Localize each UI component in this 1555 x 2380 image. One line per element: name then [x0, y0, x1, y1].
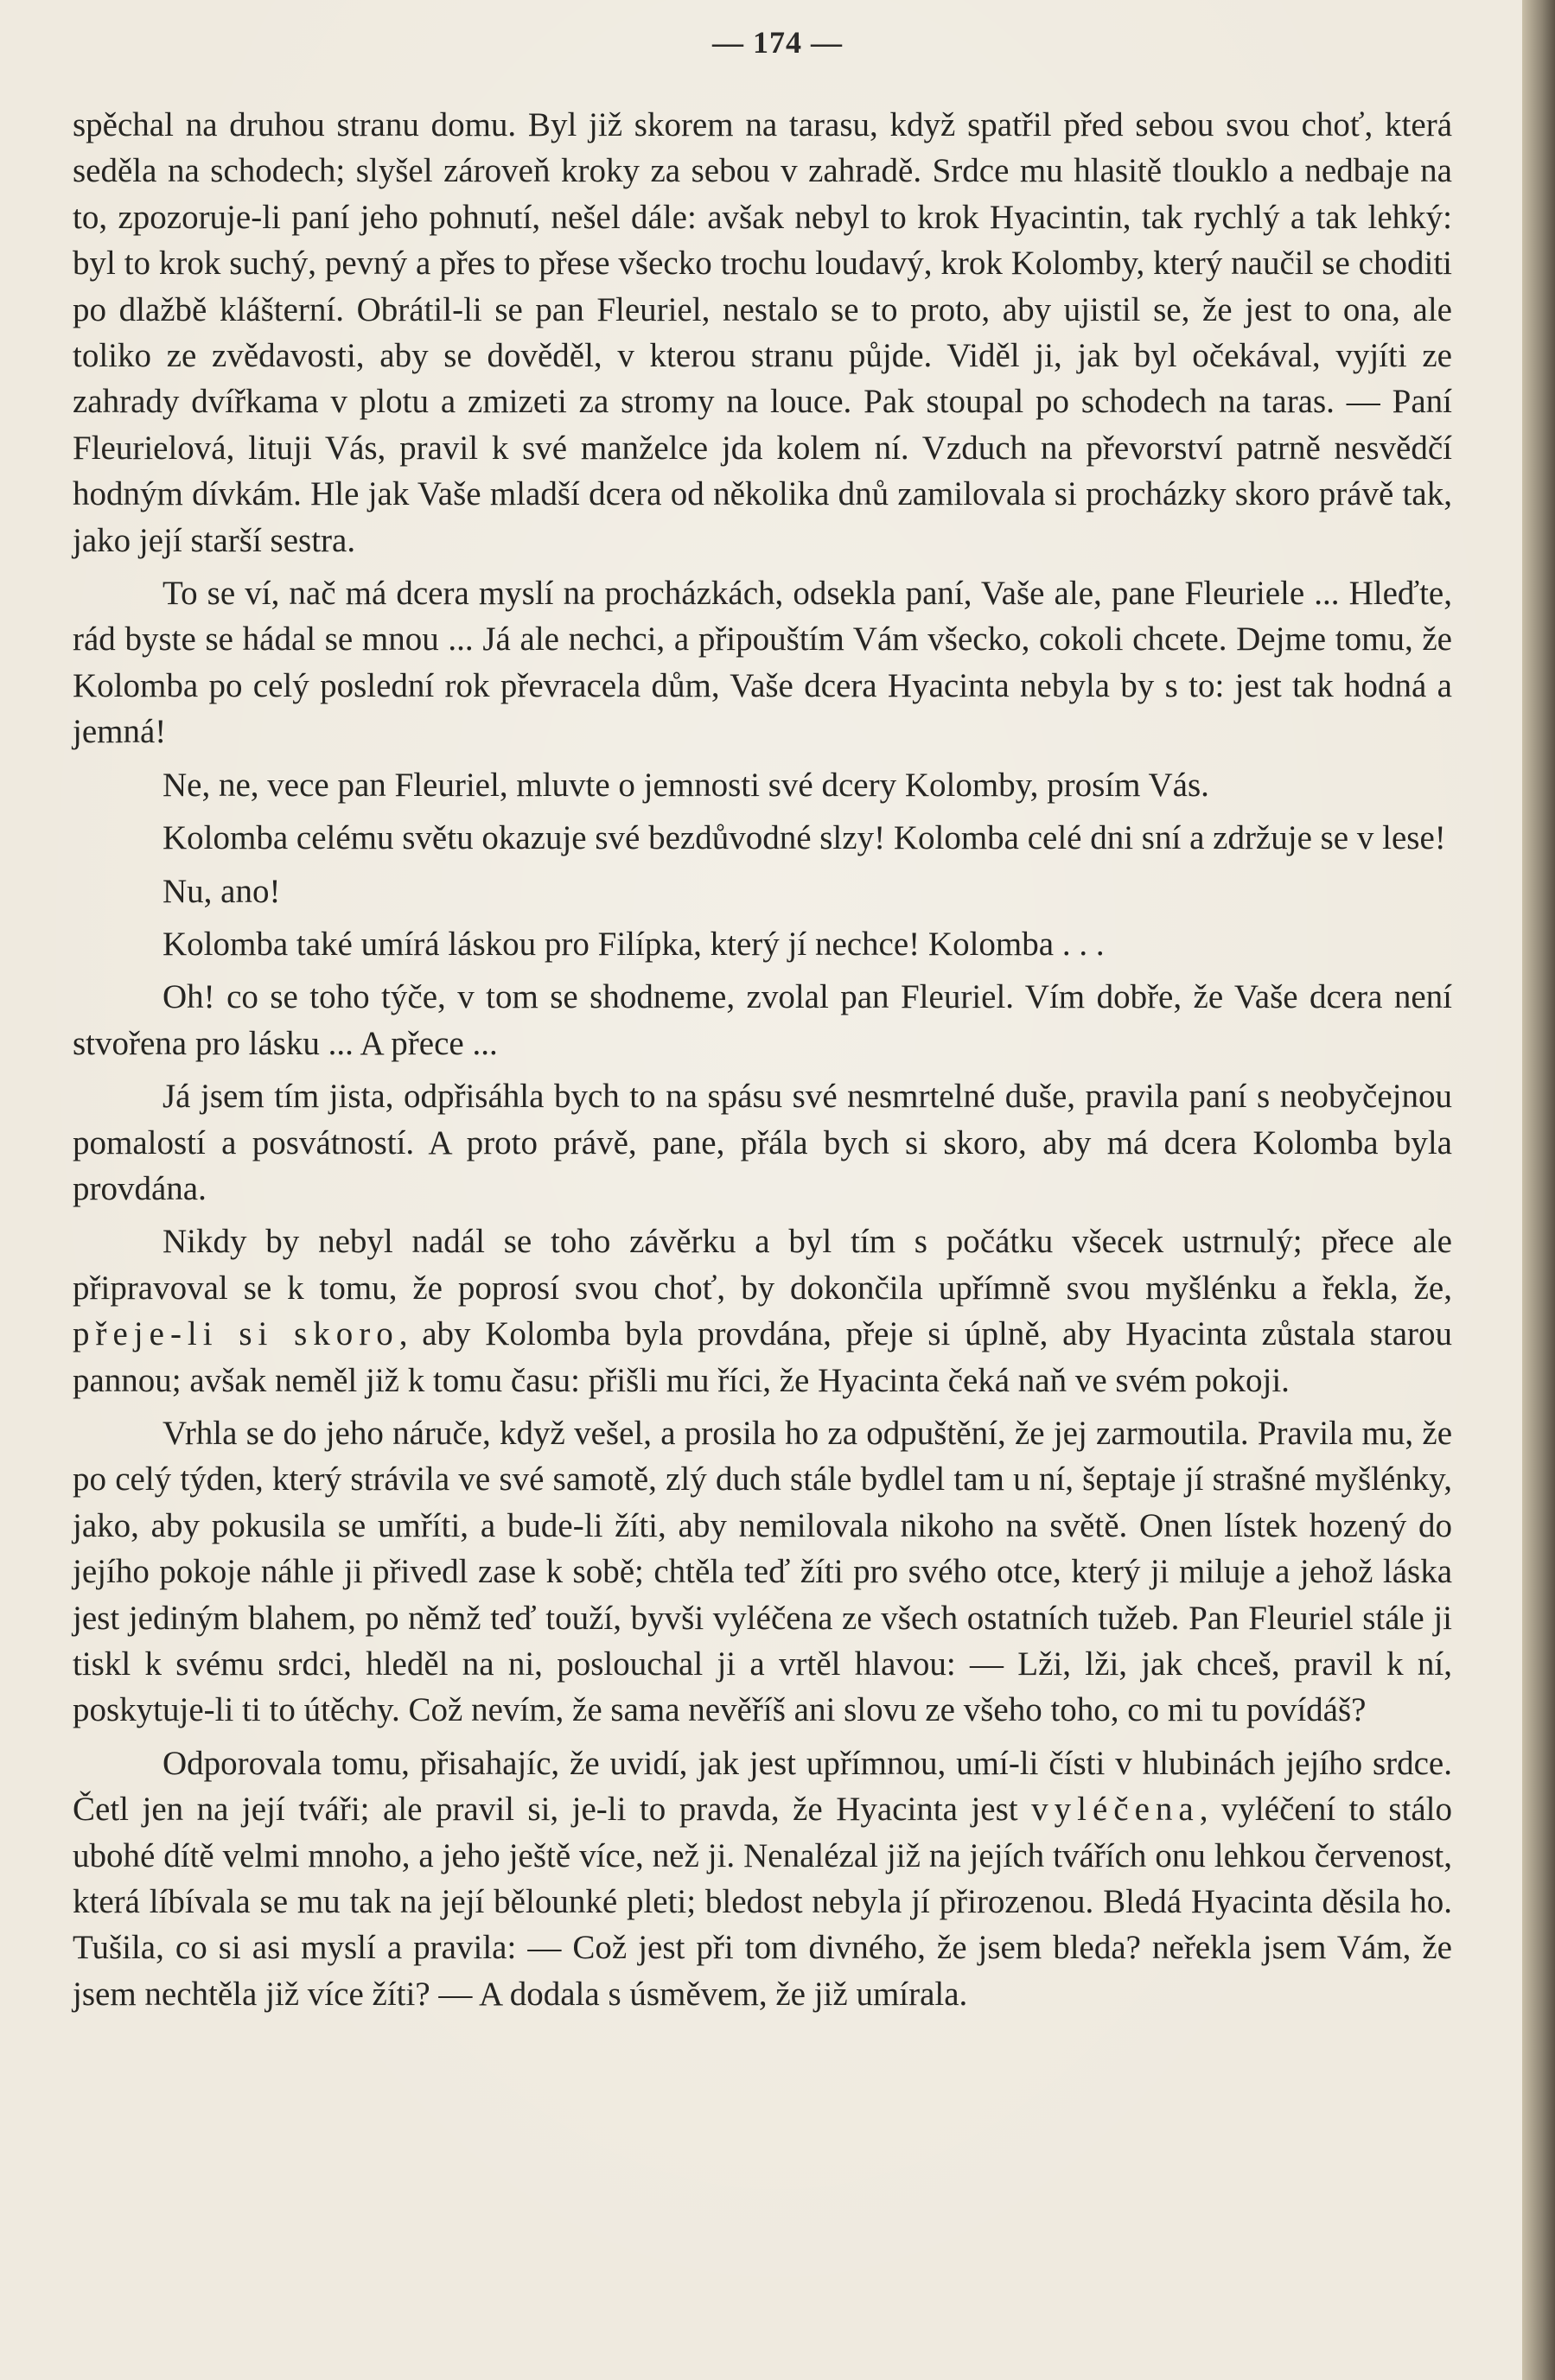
body-text	[73, 102, 1452, 2024]
paragraph-5: Nu, ano!	[163, 872, 281, 910]
paragraph-7: Oh! co se toho týče, v tom se shodneme, zvolal pan Fleuriel. Vím dobře, že Vaše dcera není stvořena pro lásku ... A přece ...	[73, 978, 1452, 1062]
paragraph-9	[73, 1219, 1452, 1403]
paragraph-11-text-before: Odporovala tomu, přisahajíc, že uvidí, jak jest upřímnou, umí-li čísti v hlubinách jejího srdce. Četl jen na její tváři; ale pravil si, je-li to pravda, že Hyacinta jest	[73, 1744, 1452, 1829]
paragraph-9-spaced-emphasis: přeje-li si skoro	[73, 1315, 399, 1353]
paragraph-3: Ne, ne, vece pan Fleuriel, mluvte o jemnosti své dcery Kolomby, prosím Vás.	[163, 766, 1209, 804]
page-number: — 174 —	[712, 25, 843, 60]
paragraph-9-text-before: Nikdy by nebyl nadál se toho závěrku a byl tím s počátku všecek ustrnulý; přece ale připravoval se k tomu, že poprosí svou choť, by dokončila upřímně svou myšlénku a řekla, že,	[73, 1223, 1452, 1307]
paragraph-8: Já jsem tím jista, odpřisáhla bych to na spásu své nesmrtelné duše, pravila paní s neobyčejnou pomalostí a posvátností. A proto právě, pane, přála bych si skoro, aby má dcera Kolomba byla provdána.	[73, 1078, 1452, 1207]
paragraph-11-spaced-emphasis: vyléčena	[1031, 1791, 1200, 1829]
paragraph-10: Vrhla se do jeho náruče, když vešel, a prosila ho za odpuštění, že jej zarmoutila. Pravila mu, že po celý týden, který strávila ve své samotě, zlý duch stále bydlel tam u ní, šeptaje jí strašné myšlénky, jako, aby pokusila se umříti, a bude-li žíti, aby nemilovala nikoho na světě. Onen lístek hozený do jejího pokoje náhle ji přivedl zase k sobě; chtěla teď žíti pro svého otce, který ji miluje a jehož láska jest jediným blahem, po němž teď touží, byvši vyléčena ze všech ostatních tužeb. Pan Fleuriel stále ji tiskl k svému srdci, hleděl na ni, poslouchal ji a vrtěl hlavou: — Lži, lži, jak chceš, pravil k ní, poskytuje-li ti to útěchy. Což nevím, že sama nevěříš ani slovu ze všeho toho, co mi tu povídáš?	[73, 1414, 1452, 1729]
page-gutter-shadow	[1522, 0, 1555, 2380]
paragraph-1: spěchal na druhou stranu domu. Byl již skorem na tarasu, když spatřil před sebou svou choť, která seděla na schodech; slyšel zároveň kroky za sebou v zahradě. Srdce mu hlasitě tlouklo a nedbaje na to, zpozoruje-li paní jeho pohnutí, nešel dále: avšak nebyl to krok Hyacintin, tak rychlý a tak lehký: byl to krok suchý, pevný a přes to přese všecko trochu loudavý, krok Kolomby, který naučil se choditi po dlažbě klášterní. Obrátil-li se pan Fleuriel, nestalo se to proto, aby ujistil se, že jest to ona, ale toliko ze zvědavosti, aby se dověděl, v kterou stranu půjde. Viděl ji, jak byl očekával, vyjíti ze zahrady dvířkama v plotu a zmizeti za stromy na louce. Pak stoupal po schodech na taras. — Paní Fleurielová, lituji Vás, pravil k své manželce jda kolem ní. Vzduch na převorství patrně nesvědčí hodným dívkám. Hle jak Vaše mladší dcera od několika dnů zamilovala si procházky skoro právě tak, jako její starší sestra.	[73, 106, 1452, 559]
paragraph-4: Kolomba celému světu okazuje své bezdůvodné slzy! Kolomba celé dni sní a zdržuje se v lese!	[163, 819, 1446, 857]
paragraph-6: Kolomba také umírá láskou pro Filípka, který jí nechce! Kolomba . . .	[163, 925, 1105, 963]
paragraph-2: To se ví, nač má dcera myslí na procházkách, odsekla paní, Vaše ale, pane Fleuriele ... Hleďte, rád byste se hádal se mnou ... Já ale nechci, a připouštím Vám všecko, cokoli chcete. Dejme tomu, že Kolomba po celý poslední rok převracela dům, Vaše dcera Hyacinta nebyla by s to: jest tak hodná a jemná!	[73, 575, 1452, 751]
paragraph-9-text-after: , aby Kolomba byla provdána, přeje si úplně, aby Hyacinta zůstala starou pannou; avšak neměl již k tomu času: přišli mu říci, že Hyacinta čeká naň ve svém pokoji.	[73, 1315, 1452, 1399]
paragraph-11	[73, 1740, 1452, 2017]
paragraph-11-text-after: , vyléčení to stálo ubohé dítě velmi mnoho, a jeho ještě více, než ji. Nenalézal již na jejích tvářích onu lehkou červenost, která líbívala se mu tak na její bělounké pleti; bledost nebyla jí přirozenou. Bledá Hyacinta děsila ho. Tušila, co si asi myslí a pravila: — Což jest při tom divného, že jsem bleda? neřekla jsem Vám, že jsem nechtěla již více žíti? — A dodala s úsměvem, že již umírala.	[73, 1791, 1452, 2013]
